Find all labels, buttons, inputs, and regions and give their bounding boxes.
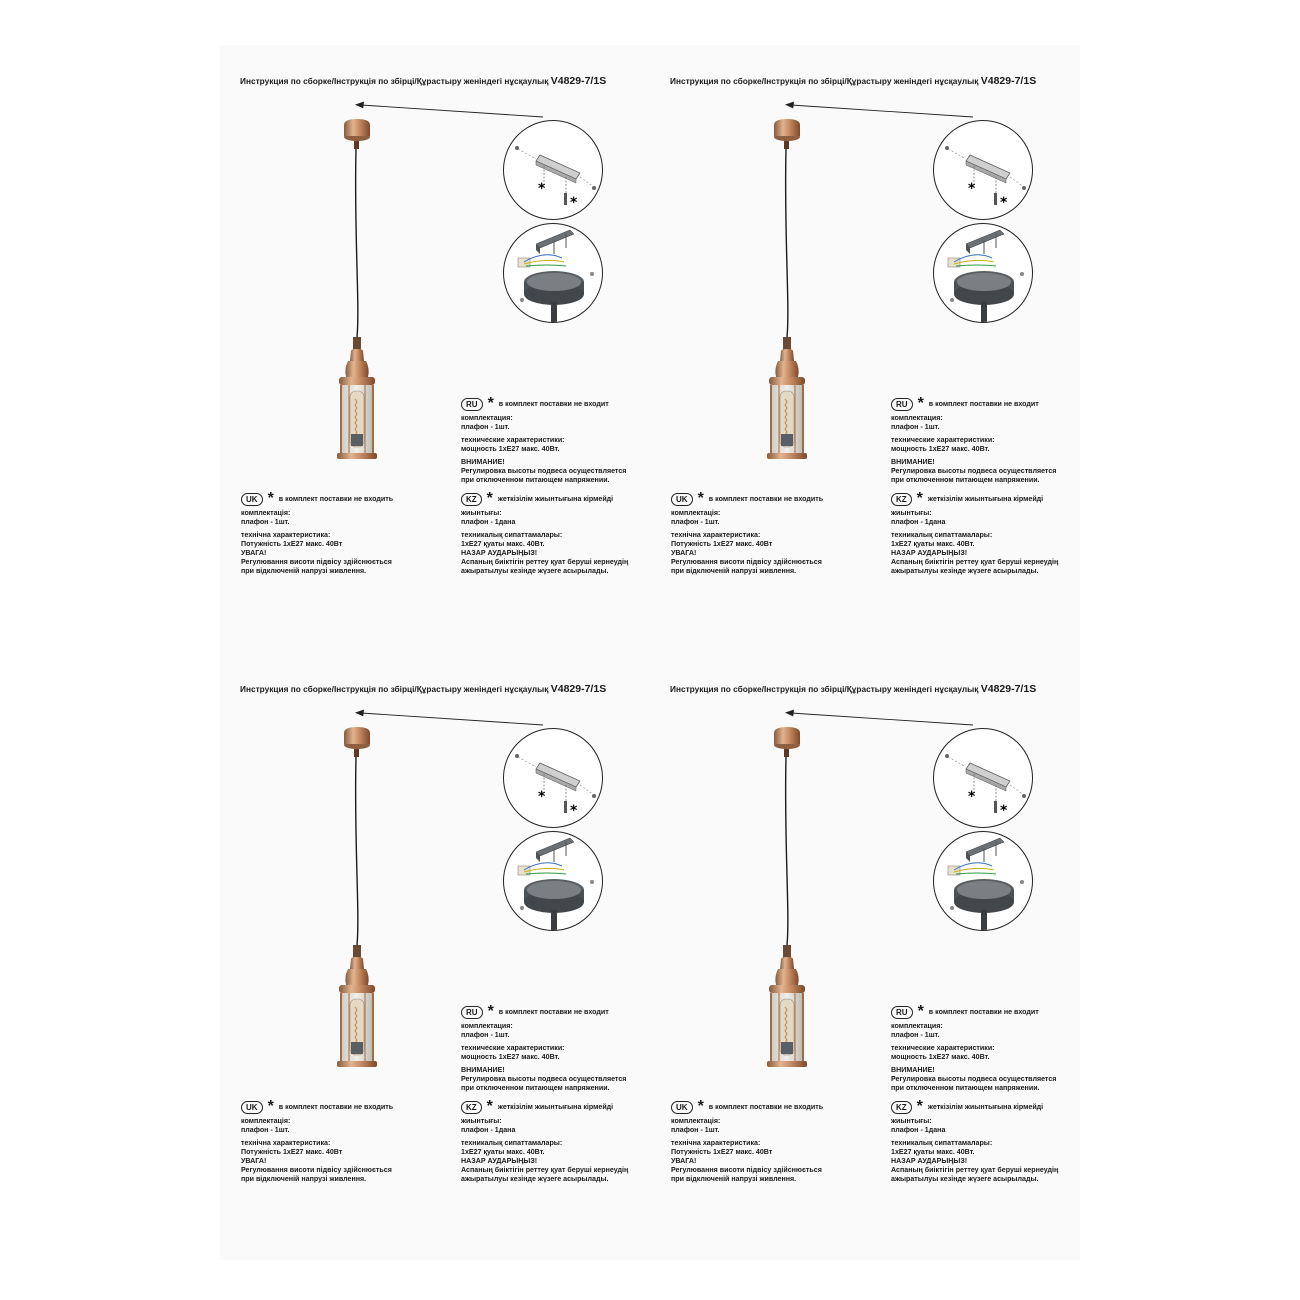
title-text: Инструкция по сборке/Інструкція по збірці/Құрастыру женіндегі нұсқаулық bbox=[240, 76, 549, 86]
uk-not-included: в комплект поставки не входить bbox=[708, 494, 824, 503]
not-included-star: * bbox=[917, 395, 924, 412]
kz-spec-heading: техникалық сипаттамалары: bbox=[461, 1139, 563, 1147]
ru-kit-heading: комплектация: bbox=[891, 414, 943, 422]
not-included-star: * bbox=[538, 789, 546, 805]
uk-warning-heading: УВАГА! bbox=[671, 1157, 697, 1165]
pendant-lamp-illustration bbox=[750, 723, 820, 1073]
not-included-star: * bbox=[916, 490, 923, 507]
panel-title bbox=[240, 683, 660, 695]
kz-warning-line1: Аспаның биіктігін реттеу қуат беруші кернеудің bbox=[891, 1166, 1059, 1174]
ru-not-included: в комплект поставки не входит bbox=[928, 399, 1039, 408]
kz-spec-heading: техникалық сипаттамалары: bbox=[891, 1139, 993, 1147]
instruction-panel bbox=[660, 673, 1090, 1283]
kz-spec-value: 1хE27 қуаты макс. 40Вт. bbox=[891, 1148, 975, 1156]
uk-spec-heading: технічна характеристика: bbox=[241, 531, 331, 539]
ru-instructions bbox=[461, 397, 626, 485]
uk-warning-line1: Регулювання висоти підвісу здійснюється bbox=[241, 558, 392, 566]
ru-spec-value: мощность 1хE27 макс. 40Вт. bbox=[891, 1053, 990, 1061]
wiring-canopy-detail bbox=[503, 831, 603, 931]
kz-kit-value: плафон - 1дана bbox=[891, 518, 946, 526]
uk-kit-value: плафон - 1шт. bbox=[241, 1126, 290, 1134]
not-included-star: * bbox=[487, 395, 494, 412]
kz-warning-line2: ажыратылуы кезінде жүзеге асырылады. bbox=[891, 1175, 1039, 1183]
ru-warning-line1: Регулировка высоты подвеса осуществляется bbox=[461, 467, 627, 475]
title-text: Инструкция по сборке/Інструкція по збірці/Құрастыру женіндегі нұсқаулық bbox=[670, 76, 979, 86]
not-included-star: * bbox=[267, 490, 274, 507]
kz-badge: KZ bbox=[461, 1101, 482, 1114]
uk-spec-heading: технічна характеристика: bbox=[241, 1139, 331, 1147]
kz-instructions bbox=[891, 1100, 1058, 1184]
kz-warning-heading: НАЗАР АУДАРЫҢЫЗ! bbox=[891, 549, 968, 557]
wiring-diagram bbox=[504, 224, 602, 322]
uk-kit-heading: комплектація: bbox=[241, 1117, 291, 1125]
kz-warning-heading: НАЗАР АУДАРЫҢЫЗ! bbox=[461, 549, 538, 557]
uk-not-included: в комплект поставки не входить bbox=[278, 1102, 394, 1111]
ru-badge: RU bbox=[891, 398, 913, 411]
not-included-star: * bbox=[968, 181, 976, 197]
uk-warning-line1: Регулювання висоти підвісу здійснюється bbox=[241, 1166, 392, 1174]
not-included-star: * bbox=[487, 1003, 494, 1020]
uk-spec-heading: технічна характеристика: bbox=[671, 531, 761, 539]
wiring-diagram bbox=[504, 832, 602, 930]
kz-warning-line1: Аспаның биіктігін реттеу қуат беруші кернеудің bbox=[891, 558, 1059, 566]
uk-instructions bbox=[671, 492, 823, 576]
ru-instructions bbox=[891, 1005, 1056, 1093]
pendant-lamp-illustration bbox=[320, 723, 390, 1073]
uk-spec-value: Потужність 1хE27 макс. 40Вт bbox=[671, 1148, 773, 1156]
ru-badge: RU bbox=[461, 398, 483, 411]
kz-not-included: жеткізілім жиынтығына кірмейді bbox=[927, 1102, 1044, 1111]
ru-spec-value: мощность 1хE27 макс. 40Вт. bbox=[461, 1053, 560, 1061]
ru-not-included: в комплект поставки не входит bbox=[928, 1007, 1039, 1016]
uk-not-included: в комплект поставки не входить bbox=[278, 494, 394, 503]
bracket-diagram bbox=[504, 729, 602, 827]
ru-kit-value: плафон - 1шт. bbox=[891, 423, 940, 431]
kz-warning-line2: ажыратылуы кезінде жүзеге асырылады. bbox=[891, 567, 1039, 575]
kz-warning-heading: НАЗАР АУДАРЫҢЫЗ! bbox=[461, 1157, 538, 1165]
ru-warning-line2: при отключенном питающем напряжении. bbox=[891, 1084, 1040, 1092]
ru-instructions bbox=[461, 1005, 626, 1093]
kz-spec-value: 1хE27 қуаты макс. 40Вт. bbox=[891, 540, 975, 548]
not-included-star: * bbox=[538, 181, 546, 197]
bracket-diagram bbox=[934, 121, 1032, 219]
uk-badge: UK bbox=[241, 493, 263, 506]
ru-spec-heading: технические характеристики: bbox=[891, 1044, 995, 1052]
panel-title bbox=[240, 75, 660, 87]
ru-kit-value: плафон - 1шт. bbox=[461, 1031, 510, 1039]
kz-kit-heading: жиынтығы: bbox=[461, 509, 502, 517]
not-included-star: * bbox=[917, 1003, 924, 1020]
model-number: V4829-7/1S bbox=[980, 683, 1037, 695]
model-number: V4829-7/1S bbox=[550, 75, 607, 87]
ru-instructions bbox=[891, 397, 1056, 485]
kz-kit-value: плафон - 1дана bbox=[461, 518, 516, 526]
ru-spec-heading: технические характеристики: bbox=[461, 436, 565, 444]
kz-warning-heading: НАЗАР АУДАРЫҢЫЗ! bbox=[891, 1157, 968, 1165]
uk-warning-line1: Регулювання висоти підвісу здійснюється bbox=[671, 558, 822, 566]
uk-not-included: в комплект поставки не входить bbox=[708, 1102, 824, 1111]
uk-instructions bbox=[241, 1100, 393, 1184]
title-text: Инструкция по сборке/Інструкція по збірці/Құрастыру женіндегі нұсқаулық bbox=[240, 684, 549, 694]
ru-warning-line2: при отключенном питающем напряжении. bbox=[891, 476, 1040, 484]
wiring-canopy-detail bbox=[933, 831, 1033, 931]
ru-warning-line1: Регулировка высоты подвеса осуществляется bbox=[891, 467, 1057, 475]
kz-instructions bbox=[461, 1100, 628, 1184]
ru-kit-heading: комплектация: bbox=[891, 1022, 943, 1030]
kz-instructions bbox=[891, 492, 1058, 576]
kz-kit-heading: жиынтығы: bbox=[891, 1117, 932, 1125]
ru-kit-value: плафон - 1шт. bbox=[461, 423, 510, 431]
ru-warning-heading: ВНИМАНИЕ! bbox=[891, 1066, 935, 1074]
ru-spec-value: мощность 1хE27 макс. 40Вт. bbox=[891, 445, 990, 453]
uk-kit-heading: комплектація: bbox=[671, 509, 721, 517]
not-included-star: * bbox=[1000, 195, 1008, 211]
kz-kit-heading: жиынтығы: bbox=[891, 509, 932, 517]
not-included-star: * bbox=[267, 1098, 274, 1115]
not-included-star: * bbox=[916, 1098, 923, 1115]
kz-badge: KZ bbox=[891, 493, 912, 506]
instruction-panel bbox=[230, 673, 660, 1283]
ru-warning-heading: ВНИМАНИЕ! bbox=[461, 458, 505, 466]
title-text: Инструкция по сборке/Інструкція по збірці/Құрастыру женіндегі нұсқаулық bbox=[670, 684, 979, 694]
ru-badge: RU bbox=[891, 1006, 913, 1019]
kz-not-included: жеткізілім жиынтығына кірмейді bbox=[497, 494, 614, 503]
uk-warning-line2: при відключеній напрузі живлення. bbox=[671, 1175, 797, 1183]
panel-title bbox=[670, 75, 1090, 87]
uk-kit-value: плафон - 1шт. bbox=[671, 518, 720, 526]
uk-warning-heading: УВАГА! bbox=[241, 1157, 267, 1165]
ru-warning-heading: ВНИМАНИЕ! bbox=[891, 458, 935, 466]
kz-instructions bbox=[461, 492, 628, 576]
pendant-lamp-illustration bbox=[320, 115, 390, 465]
ru-warning-line2: при отключенном питающем напряжении. bbox=[461, 476, 610, 484]
not-included-star: * bbox=[697, 490, 704, 507]
pendant-lamp-illustration bbox=[750, 115, 820, 465]
uk-warning-line1: Регулювання висоти підвісу здійснюється bbox=[671, 1166, 822, 1174]
not-included-star: * bbox=[570, 195, 578, 211]
uk-kit-value: плафон - 1шт. bbox=[671, 1126, 720, 1134]
ru-warning-line1: Регулировка высоты подвеса осуществляется bbox=[461, 1075, 627, 1083]
uk-warning-heading: УВАГА! bbox=[671, 549, 697, 557]
not-included-star: * bbox=[570, 803, 578, 819]
kz-kit-value: плафон - 1дана bbox=[461, 1126, 516, 1134]
kz-spec-value: 1хE27 қуаты макс. 40Вт. bbox=[461, 1148, 545, 1156]
wiring-canopy-detail bbox=[933, 223, 1033, 323]
not-included-star: * bbox=[1000, 803, 1008, 819]
kz-warning-line2: ажыратылуы кезінде жүзеге асырылады. bbox=[461, 1175, 609, 1183]
ru-kit-heading: комплектация: bbox=[461, 1022, 513, 1030]
instruction-panel bbox=[660, 65, 1090, 675]
not-included-star: * bbox=[486, 1098, 493, 1115]
wiring-diagram bbox=[934, 832, 1032, 930]
kz-warning-line1: Аспаның биіктігін реттеу қуат беруші кернеудің bbox=[461, 558, 629, 566]
mounting-bracket-detail bbox=[503, 120, 603, 220]
not-included-star: * bbox=[486, 490, 493, 507]
instruction-panel bbox=[230, 65, 660, 675]
model-number: V4829-7/1S bbox=[980, 75, 1037, 87]
ru-spec-value: мощность 1хE27 макс. 40Вт. bbox=[461, 445, 560, 453]
kz-spec-heading: техникалық сипаттамалары: bbox=[461, 531, 563, 539]
uk-spec-value: Потужність 1хE27 макс. 40Вт bbox=[241, 1148, 343, 1156]
bracket-diagram bbox=[504, 121, 602, 219]
panel-title bbox=[670, 683, 1090, 695]
kz-warning-line1: Аспаның биіктігін реттеу қуат беруші кернеудің bbox=[461, 1166, 629, 1174]
uk-kit-heading: комплектація: bbox=[241, 509, 291, 517]
kz-kit-heading: жиынтығы: bbox=[461, 1117, 502, 1125]
ru-kit-heading: комплектация: bbox=[461, 414, 513, 422]
kz-spec-heading: техникалық сипаттамалары: bbox=[891, 531, 993, 539]
ru-spec-heading: технические характеристики: bbox=[461, 1044, 565, 1052]
kz-not-included: жеткізілім жиынтығына кірмейді bbox=[927, 494, 1044, 503]
wiring-diagram bbox=[934, 224, 1032, 322]
ru-spec-heading: технические характеристики: bbox=[891, 436, 995, 444]
uk-badge: UK bbox=[671, 1101, 693, 1114]
bracket-diagram bbox=[934, 729, 1032, 827]
uk-kit-value: плафон - 1шт. bbox=[241, 518, 290, 526]
model-number: V4829-7/1S bbox=[550, 683, 607, 695]
uk-warning-line2: при відключеній напрузі живлення. bbox=[241, 567, 367, 575]
uk-badge: UK bbox=[671, 493, 693, 506]
ru-not-included: в комплект поставки не входит bbox=[498, 399, 609, 408]
ru-warning-line2: при отключенном питающем напряжении. bbox=[461, 1084, 610, 1092]
uk-warning-heading: УВАГА! bbox=[241, 549, 267, 557]
ru-kit-value: плафон - 1шт. bbox=[891, 1031, 940, 1039]
uk-spec-heading: технічна характеристика: bbox=[671, 1139, 761, 1147]
kz-kit-value: плафон - 1дана bbox=[891, 1126, 946, 1134]
wiring-canopy-detail bbox=[503, 223, 603, 323]
uk-badge: UK bbox=[241, 1101, 263, 1114]
kz-badge: KZ bbox=[461, 493, 482, 506]
uk-warning-line2: при відключеній напрузі живлення. bbox=[241, 1175, 367, 1183]
mounting-bracket-detail bbox=[933, 120, 1033, 220]
kz-not-included: жеткізілім жиынтығына кірмейді bbox=[497, 1102, 614, 1111]
ru-badge: RU bbox=[461, 1006, 483, 1019]
kz-warning-line2: ажыратылуы кезінде жүзеге асырылады. bbox=[461, 567, 609, 575]
mounting-bracket-detail bbox=[933, 728, 1033, 828]
mounting-bracket-detail bbox=[503, 728, 603, 828]
ru-not-included: в комплект поставки не входит bbox=[498, 1007, 609, 1016]
ru-warning-heading: ВНИМАНИЕ! bbox=[461, 1066, 505, 1074]
kz-badge: KZ bbox=[891, 1101, 912, 1114]
uk-warning-line2: при відключеній напрузі живлення. bbox=[671, 567, 797, 575]
uk-instructions bbox=[241, 492, 393, 576]
ru-warning-line1: Регулировка высоты подвеса осуществляется bbox=[891, 1075, 1057, 1083]
not-included-star: * bbox=[968, 789, 976, 805]
uk-spec-value: Потужність 1хE27 макс. 40Вт bbox=[671, 540, 773, 548]
kz-spec-value: 1хE27 қуаты макс. 40Вт. bbox=[461, 540, 545, 548]
not-included-star: * bbox=[697, 1098, 704, 1115]
uk-instructions bbox=[671, 1100, 823, 1184]
uk-kit-heading: комплектація: bbox=[671, 1117, 721, 1125]
uk-spec-value: Потужність 1хE27 макс. 40Вт bbox=[241, 540, 343, 548]
